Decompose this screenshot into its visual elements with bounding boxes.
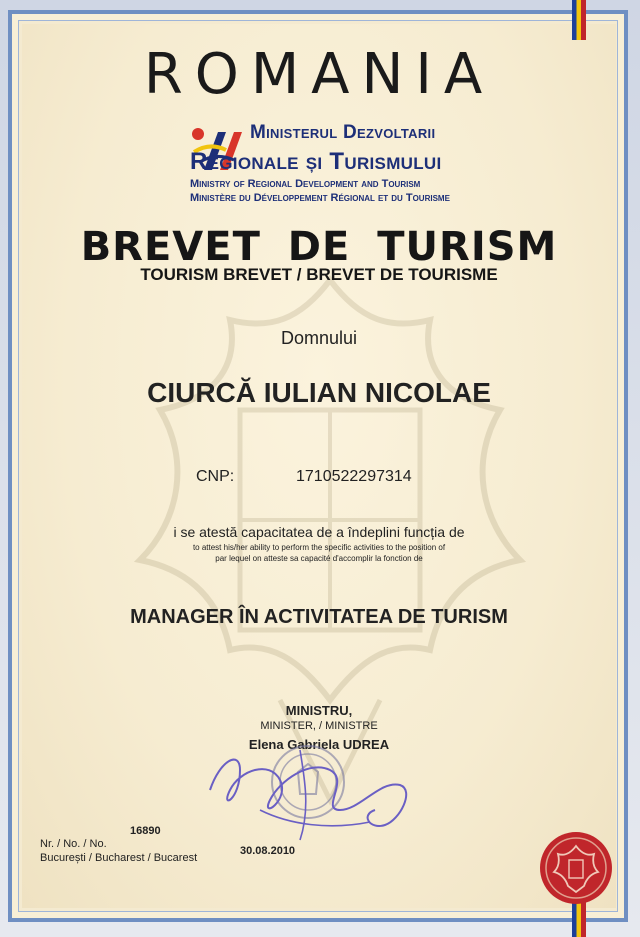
ministry-name-ro-line1: Ministerul Dezvoltarii bbox=[250, 122, 436, 143]
country-title: ROMANIA bbox=[143, 42, 495, 107]
ministry-name-en: Ministry of Regional Development and Tourism bbox=[190, 178, 421, 190]
ministry-name-ro-line2: Regionale și Turismului bbox=[190, 148, 442, 175]
signatory-title-ro: MINISTRU, bbox=[285, 703, 353, 718]
cnp-value: 1710522297314 bbox=[296, 468, 412, 485]
number-label: Nr. / No. / No. bbox=[40, 838, 107, 850]
attestation-en: to attest his/her ability to perform the specific activities to the position of bbox=[192, 543, 446, 552]
holder-name: CIURCĂ IULIAN NICOLAE bbox=[147, 377, 491, 408]
salutation: Domnului bbox=[280, 328, 358, 348]
signatory-name: Elena Gabriela UDREA bbox=[248, 737, 390, 752]
attestation-fr: par lequel on atteste sa capacité d'accomplir la fonction de bbox=[215, 554, 423, 563]
attestation-ro: i se atestă capacitatea de a îndeplini funcția de bbox=[173, 524, 465, 540]
wax-seal-icon bbox=[536, 828, 616, 908]
issue-date: 30.08.2010 bbox=[240, 845, 296, 857]
ministry-name-fr: Ministère du Développement Régional et du Tourisme bbox=[190, 192, 450, 204]
certificate-subtitle: TOURISM BREVET / BREVET DE TOURISME bbox=[140, 265, 498, 284]
certificate-title: BREVET DE TURISM bbox=[80, 224, 558, 270]
signature-icon bbox=[200, 730, 430, 850]
cnp-label: CNP: bbox=[196, 468, 235, 485]
number-value: 16890 bbox=[130, 825, 161, 837]
function-title: MANAGER ÎN ACTIVITATEA DE TURISM bbox=[130, 606, 508, 628]
issue-place: București / Bucharest / Bucarest bbox=[40, 852, 198, 864]
signatory-title-en-fr: MINISTER, / MINISTRE bbox=[260, 720, 378, 732]
tricolor-ribbon-top bbox=[572, 0, 586, 40]
